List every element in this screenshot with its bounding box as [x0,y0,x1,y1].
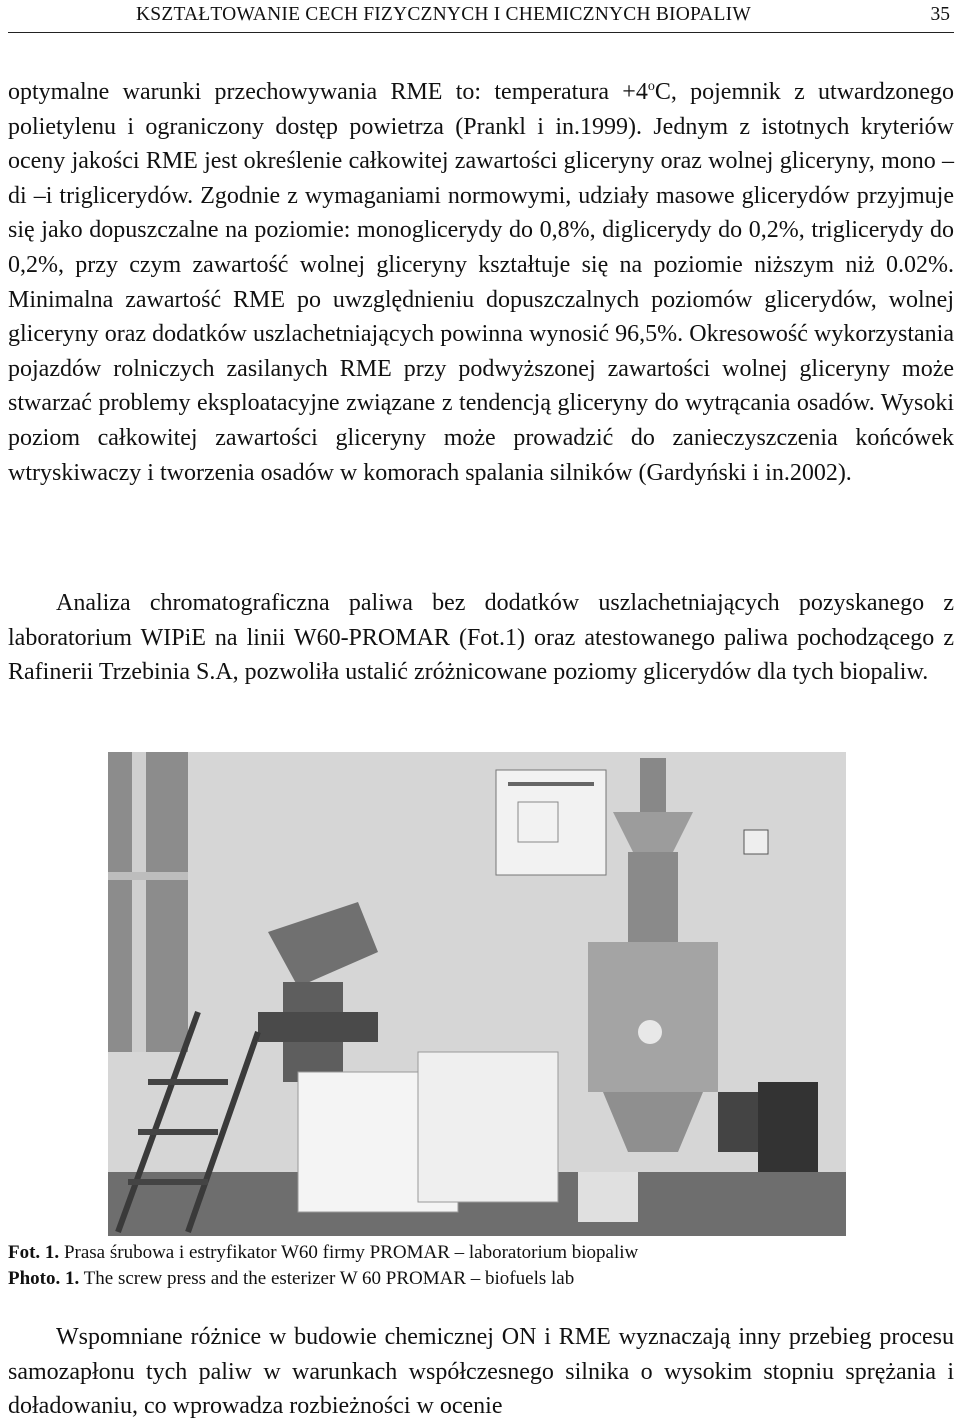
header-title: KSZTAŁTOWANIE CECH FIZYCZNYCH I CHEMICZNYCH BIOPALIW [136,4,751,25]
page-number: 35 [930,4,950,25]
paragraph-2 [8,586,954,690]
caption-label-pl: Fot. 1. [8,1242,60,1263]
paragraph-1-text-b: C, pojemnik z utwardzonego polietylenu i ograniczony dostęp powietrza (Prankl i in.1999). Jednym z istotnych kryteriów oceny jakości RME jest określenie całkowitej zawartości gliceryny oraz wolnej gliceryny, mono –di –i triglicerydów. Zgodnie z wymaganiami normowymi, udziały masowe glicerydów przyjmuje się jako dopuszczalne na poziomie: monoglicerydy do 0,8%, diglicerydy do 0,2%, triglicerydy do 0,2%, przy czym zawartość wolnej gliceryny kształtuje się na poziomie niższym niż 0.02%. Minimalna zawartość RME po uwzględnieniu dopuszczalnych poziomów glicerydów, wolnej gliceryny oraz dodatków uszlachetniających powinna wynosić 96,5%. Okresowość wykorzystania pojazdów rolniczych zasilanych RME przy podwyższonej zawartości wolnej gliceryny może stwarzać problemy eksploatacyjne związane z tendencją gliceryny do wytrącania osadów. Wysoki poziom całkowitej zawartości gliceryny może prowadzić do zanieczyszczenia końcówek wtryskiwaczy i tworzenia osadów w komorach spalania silników (Gardyński i in.2002). [8,79,955,486]
degree-superscript: o [647,79,655,94]
paragraph-1 [8,70,954,490]
paragraph-3 [8,1320,954,1424]
caption-english [8,1267,574,1291]
paragraph-1-text-a: optymalne warunki przechowywania RME to: temperatura +4 [8,79,648,105]
caption-polish [8,1241,638,1265]
paragraph-3-text: Wspomniane różnice w budowie chemicznej ON i RME wyznaczają inny przebieg procesu samozapłonu tych paliw w warunkach współczesnego silnika o wysokim stopniu sprężania i doładowaniu, co wprowadza rozbieżności w ocenie [8,1324,954,1420]
photo-illustration [108,752,846,1236]
lab-photo [108,752,846,1236]
caption-label-en: Photo. 1. [8,1268,80,1289]
caption-text-pl: Prasa śrubowa i estryfikator W60 firmy PROMAR – laboratorium biopaliw [59,1242,639,1263]
paragraph-2-text: Analiza chromatograficzna paliwa bez dodatków uszlachetniających pozyskanego z laboratorium WIPiE na linii W60-PROMAR (Fot.1) oraz atestowanego paliwa pochodzącego z Rafinerii Trzebinia S.A, pozwoliła ustalić zróżnicowane poziomy glicerydów dla tych biopaliw. [8,590,954,686]
running-header [8,0,954,33]
caption-text-en: The screw press and the esterizer W 60 PROMAR – biofuels lab [79,1268,575,1289]
